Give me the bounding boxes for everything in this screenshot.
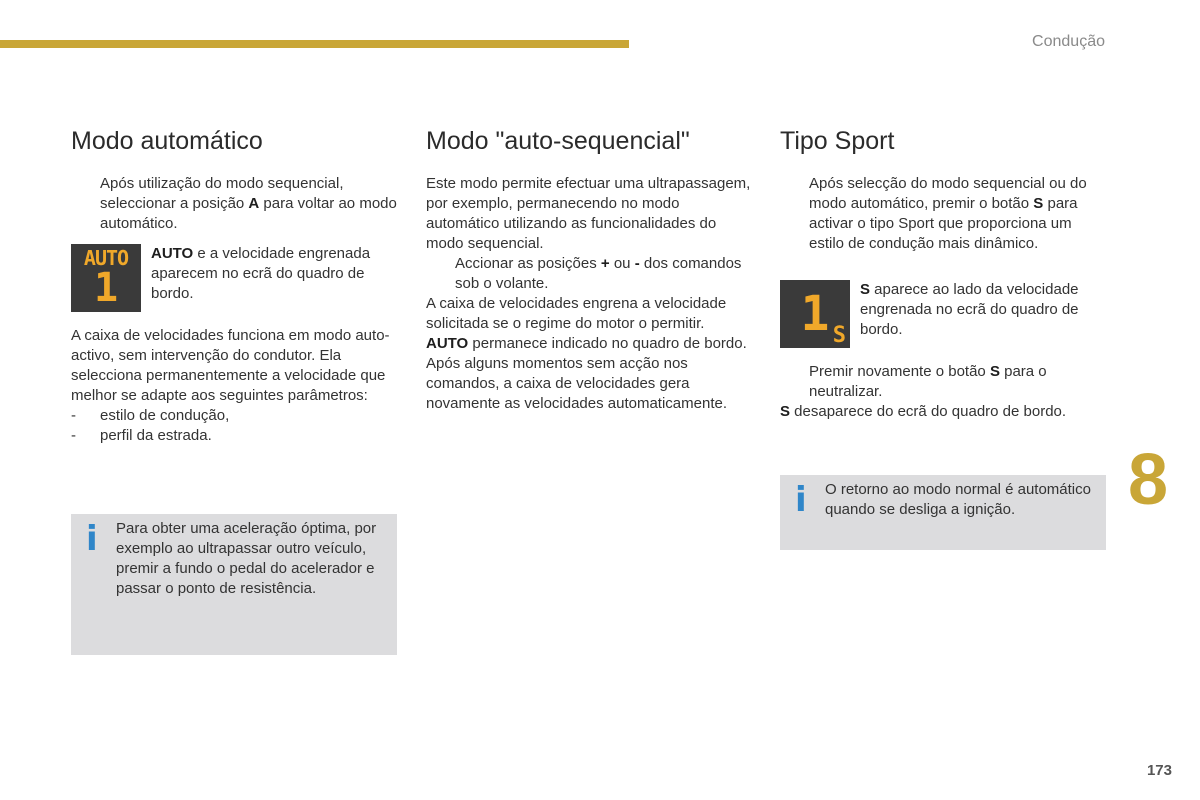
heading-auto-sequential-mode: Modo "auto-sequencial" — [426, 127, 690, 155]
column-auto-sequential-mode — [426, 126, 756, 414]
chapter-number: 8 — [1128, 440, 1169, 520]
figure-caption: S aparece ao lado da velocidade engrenada no ecrã do quadro de bordo. — [860, 281, 1079, 338]
auto-gear-display-image: AUTO 1 — [71, 244, 141, 312]
paragraph: S desaparece do ecrã do quadro de bordo. — [780, 403, 1067, 420]
page-number: 173 — [1146, 762, 1172, 779]
figure-caption: AUTO e a velocidade engrenada aparecem no ecrã do quadro de bordo. — [151, 245, 371, 302]
instruction-item: Accionar as posições + ou - dos comandos sob o volante. — [455, 255, 742, 292]
paragraph: A caixa de velocidades engrena a velocidade solicitada se o regime do motor o permitir. — [426, 295, 727, 332]
heading-sport-type: Tipo Sport — [780, 127, 895, 155]
list-item: - perfil da estrada. — [71, 427, 212, 444]
sport-gear-display-image: 1 S — [780, 280, 850, 348]
section-title: Condução — [1032, 33, 1105, 50]
paragraph: AUTO permanece indicado no quadro de bordo. — [426, 335, 747, 352]
list-item: - estilo de condução, — [71, 407, 230, 424]
info-icon: i — [795, 480, 807, 520]
paragraph: A caixa de velocidades funciona em modo auto-activo, sem intervenção do condutor. Ela selecciona permanentemente a velocidade que melhor se adapte aos seguintes parâmetros: — [71, 327, 390, 404]
paragraph: Após alguns momentos sem acção nos comandos, a caixa de velocidades gera novamente as velocidades automaticamente. — [426, 355, 728, 412]
heading-automatic-mode: Modo automático — [71, 127, 263, 155]
instruction-item: Após utilização do modo sequencial, seleccionar a posição A para voltar ao modo automático. — [100, 175, 397, 232]
paragraph: Este modo permite efectuar uma ultrapassagem, por exemplo, permanecendo no modo automático utilizando as funcionalidades do modo sequencial. — [426, 175, 751, 252]
info-text: O retorno ao modo normal é automático quando se desliga a ignição. — [825, 481, 1091, 518]
auto-display-figure — [71, 244, 401, 312]
info-box-normal-mode — [780, 475, 1106, 550]
info-icon: i — [86, 519, 98, 559]
header-accent-bar — [0, 40, 629, 48]
sport-display-figure — [780, 280, 1106, 348]
column-sport-type — [780, 126, 1106, 422]
instruction-item: Após selecção do modo sequencial ou do modo automático, premir o botão S para activar o tipo Sport que proporciona um estilo de condução mais dinâmico. — [809, 175, 1087, 252]
instruction-item: Premir novamente o botão S para o neutralizar. — [809, 363, 1047, 400]
column-automatic-mode — [71, 126, 401, 446]
info-text: Para obter uma aceleração óptima, por exemplo ao ultrapassar outro veículo, premir a fundo o pedal do acelerador e passar o ponto de resistência. — [116, 520, 377, 597]
info-box-acceleration — [71, 514, 397, 655]
